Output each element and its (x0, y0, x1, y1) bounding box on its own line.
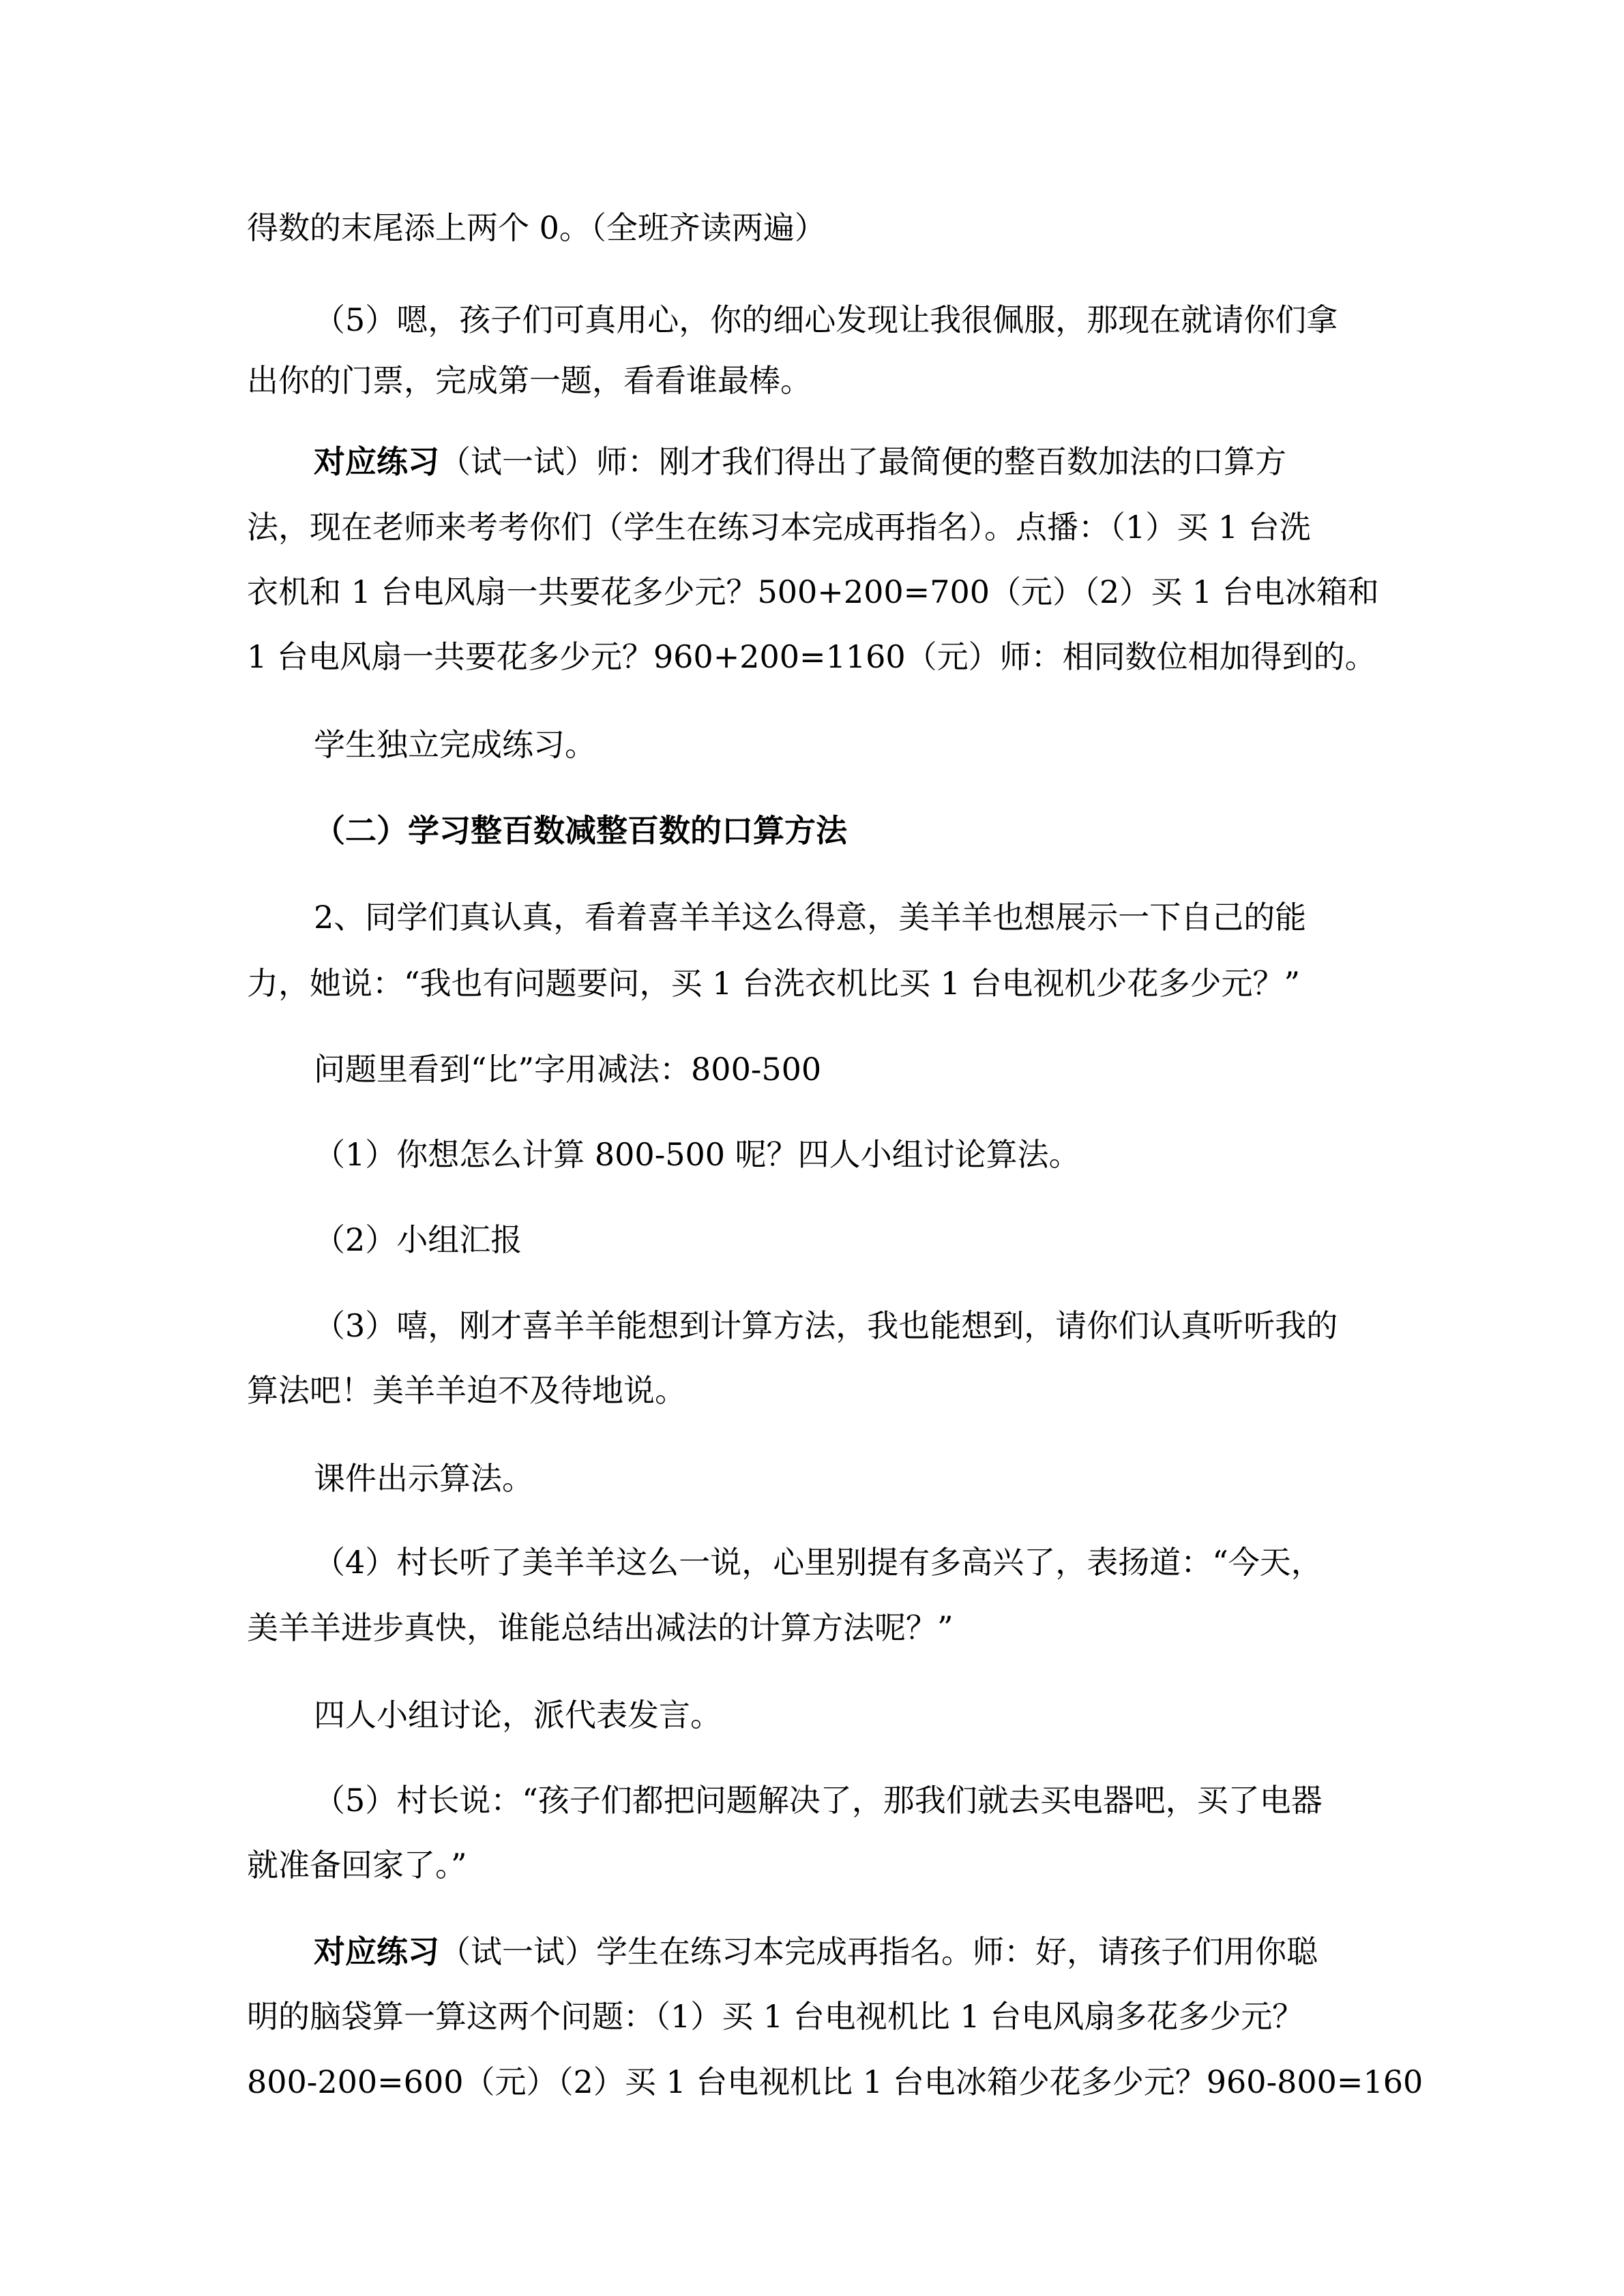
text-line: 四人小组讨论，派代表发言。 (314, 1697, 722, 1733)
text-line: 就准备回家了。” (247, 1847, 467, 1883)
bold-label: 对应练习 (314, 1933, 439, 1970)
text-line: 2、同学们真认真，看着喜羊羊这么得意，美羊羊也想展示一下自己的能 (314, 899, 1307, 936)
text-line: （5）嗯，孩子们可真用心，你的细心发现让我很佩服，那现在就请你们拿 (314, 301, 1338, 338)
text-line: 1 台电风扇一共要花多少元？960+200=1160（元）师：相同数位相加得到的。 (247, 638, 1376, 675)
bold-label: 对应练习 (314, 443, 439, 480)
text-line: 得数的末尾添上两个 0。（全班齐读两遍） (247, 209, 826, 246)
text-line: （1）你想怎么计算 800-500 呢？四人小组讨论算法。 (314, 1136, 1080, 1173)
text-line: 课件出示算法。 (314, 1460, 533, 1497)
text-line: 明的脑袋算一算这两个问题：（1）买 1 台电视机比 1 台电风扇多花多少元？ (247, 1998, 1304, 2035)
text-line: 衣机和 1 台电风扇一共要花多少元？500+200=700（元）（2）买 1 台电冰箱和 (247, 573, 1379, 610)
text-line: 学生独立完成练习。 (314, 726, 596, 763)
text-line: 算法吧！美羊羊迫不及待地说。 (247, 1372, 686, 1409)
text-line (314, 1930, 1318, 1973)
text-line: （2）小组汇报 (314, 1221, 522, 1258)
text-line: （3）嘻，刚才喜羊羊能想到计算方法，我也能想到，请你们认真听听我的 (314, 1307, 1338, 1344)
text-line: （4）村长听了美羊羊这么一说，心里别提有多高兴了，表扬道：“今天， (314, 1544, 1323, 1581)
text-line: （5）村长说：“孩子们都把问题解决了，那我们就去买电器吧，买了电器 (314, 1782, 1323, 1819)
text-line: 力，她说：“我也有问题要问，买 1 台洗衣机比买 1 台电视机少花多少元？” (247, 965, 1301, 1002)
text-line: 问题里看到“比”字用减法：800-500 (314, 1051, 822, 1088)
text-line: 法，现在老师来考考你们（学生在练习本完成再指名）。点播：（1）买 1 台洗 (247, 509, 1311, 546)
text-span: （试一试）学生在练习本完成再指名。师：好，请孩子们用你聪 (439, 1933, 1318, 1970)
text-line: 出你的门票，完成第一题，看看谁最棒。 (247, 362, 812, 399)
text-line: 美羊羊进步真快，谁能总结出减法的计算方法呢？” (247, 1609, 954, 1646)
text-line: 800-200=600（元）（2）买 1 台电视机比 1 台电冰箱少花多少元？960-800=160 (247, 2063, 1423, 2100)
text-span: （试一试）师：刚才我们得出了最简便的整百数加法的口算方 (439, 443, 1286, 480)
section-heading: （二）学习整百数减整百数的口算方法 (314, 812, 847, 849)
text-line (314, 440, 1286, 483)
